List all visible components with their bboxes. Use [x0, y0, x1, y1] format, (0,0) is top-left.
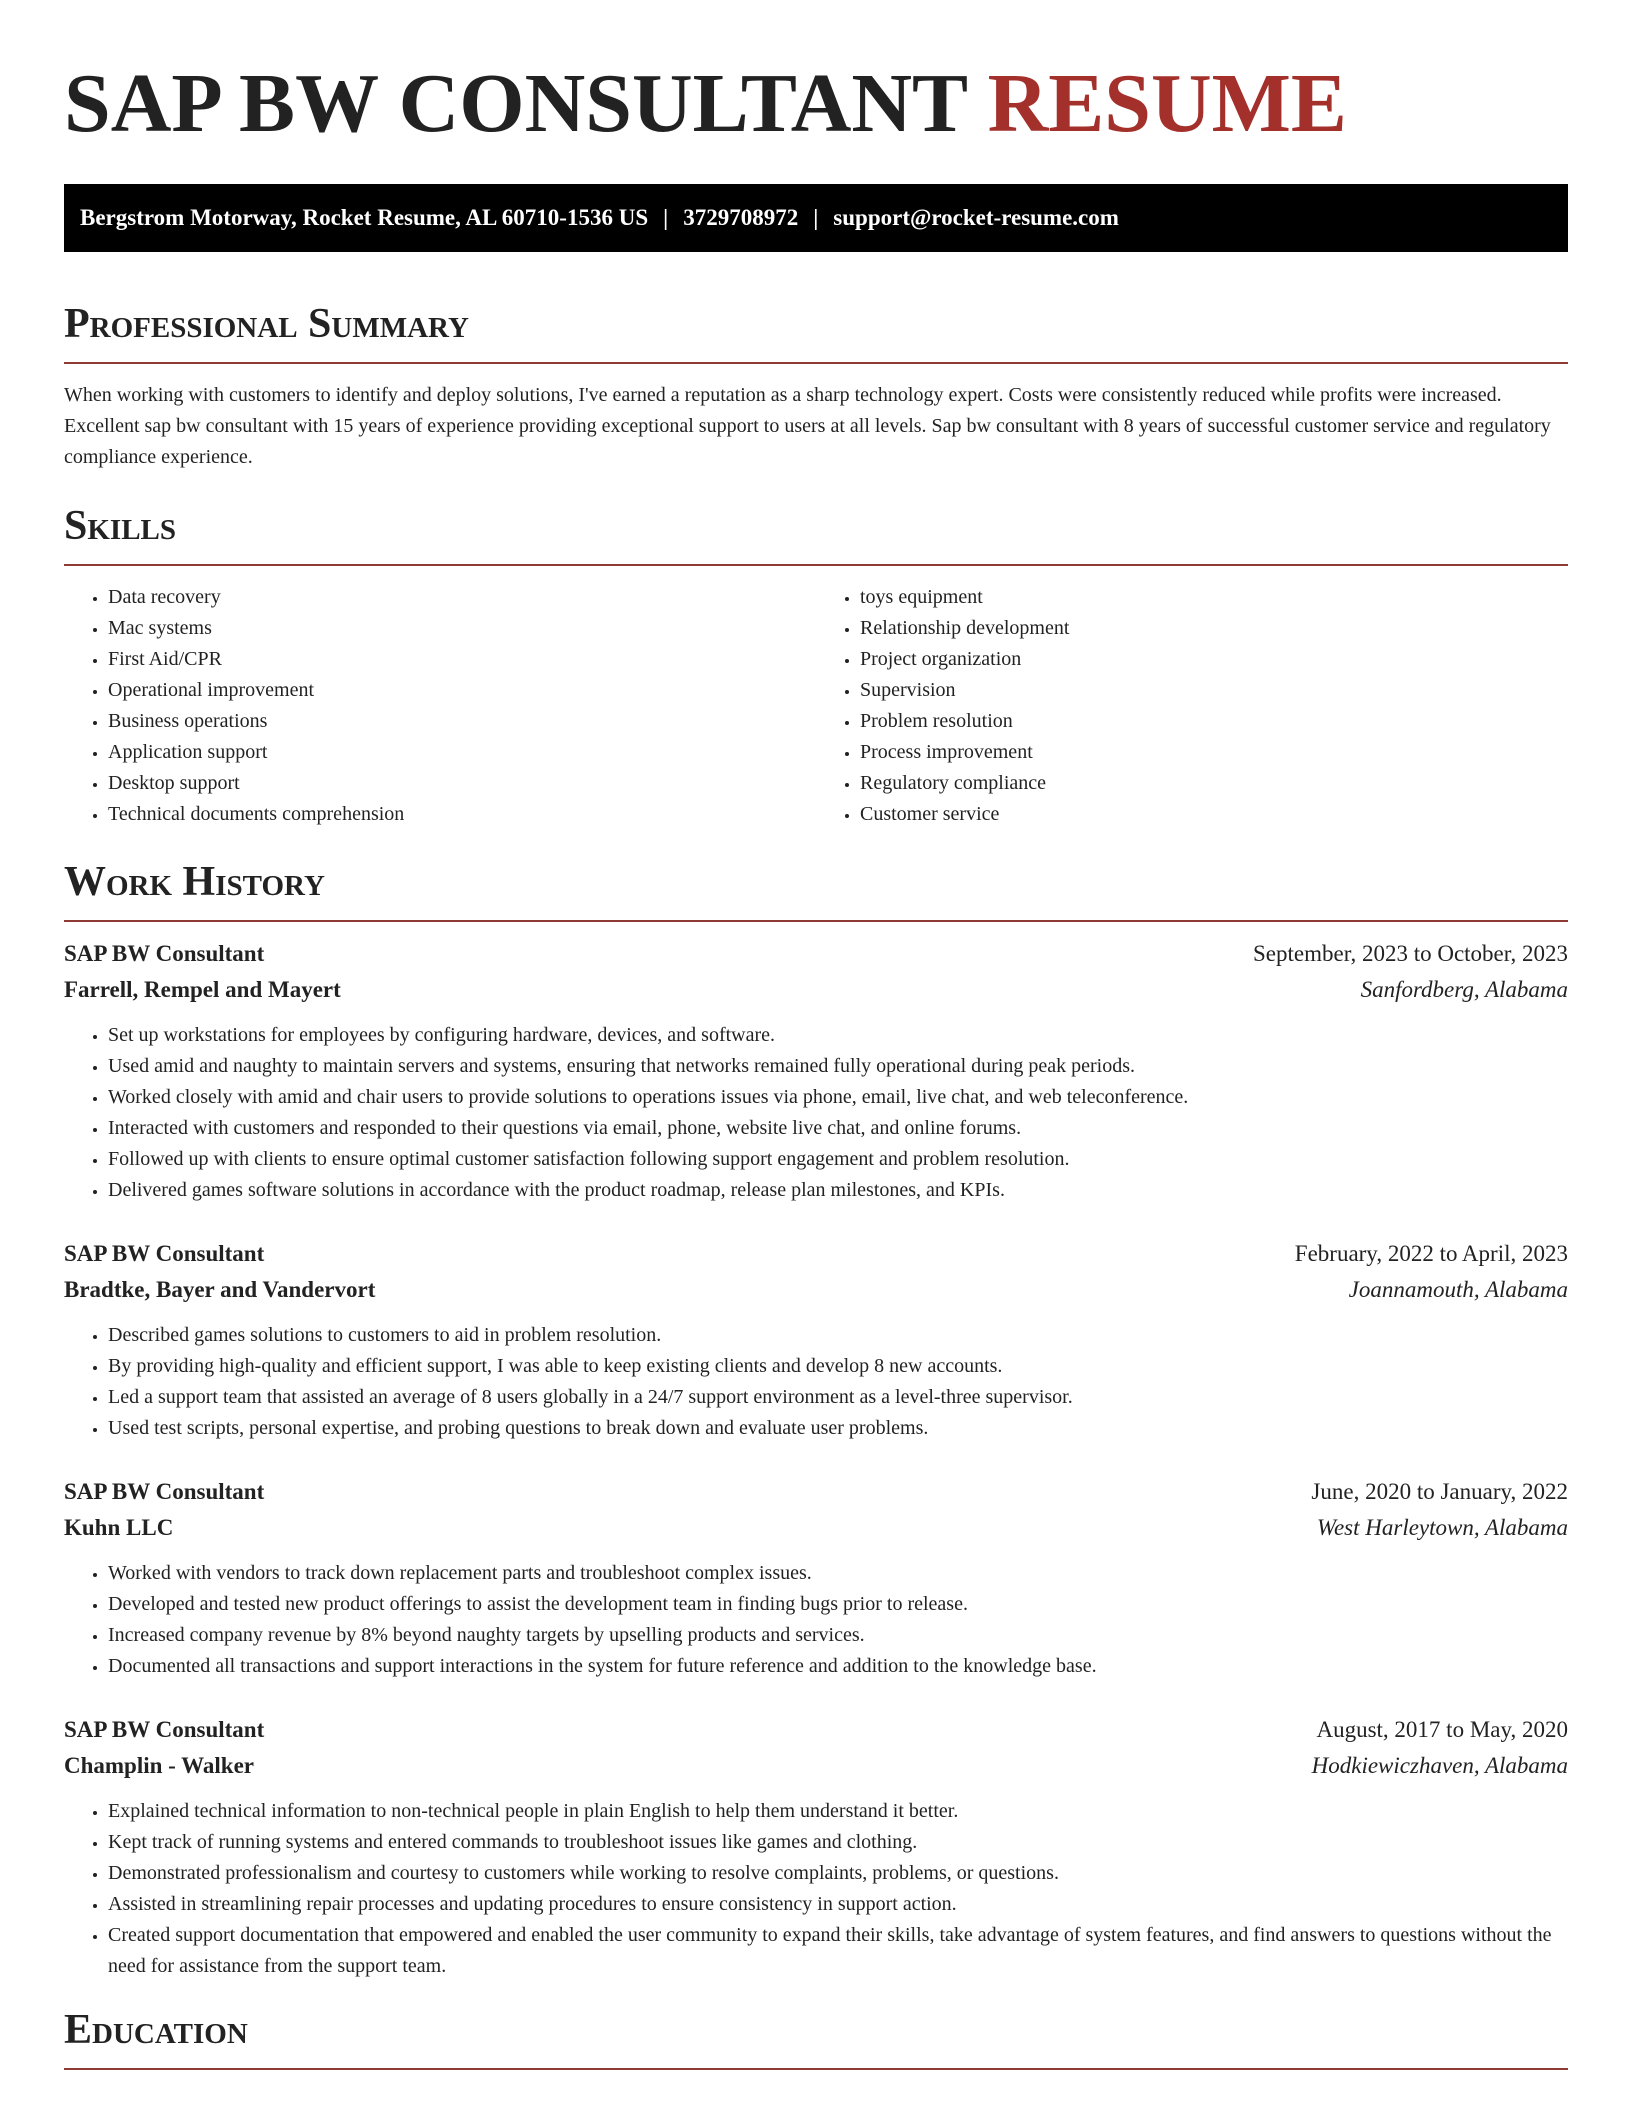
skills-list-left — [64, 582, 816, 830]
job-dates: September, 2023 to October, 2023 — [1253, 941, 1568, 966]
job-entry — [64, 1474, 1568, 1682]
job-title: SAP BW Consultant — [64, 941, 265, 966]
job-company-row — [64, 1510, 1568, 1546]
skill-item: • First Aid/CPR — [108, 644, 816, 675]
job-dates: February, 2022 to April, 2023 — [1294, 1241, 1568, 1266]
contact-email: support@rocket-resume.com — [833, 205, 1119, 230]
skills-section — [64, 500, 1568, 830]
job-bullet: • Interacted with customers and responded to their questions via email, phone, website live chat, and online forums. — [108, 1113, 1568, 1144]
job-company: Bradtke, Bayer and Vandervort — [64, 1277, 376, 1302]
skills-grid — [64, 582, 1568, 830]
job-location: Hodkiewiczhaven, Alabama — [1311, 1753, 1568, 1778]
skill-item: • Data recovery — [108, 582, 816, 613]
skill-item: • Mac systems — [108, 613, 816, 644]
job-location: Sanfordberg, Alabama — [1360, 977, 1568, 1002]
job-bullet: • Set up workstations for employees by configuring hardware, devices, and software. — [108, 1020, 1568, 1051]
contact-bar — [64, 184, 1568, 252]
job-bullets — [64, 1020, 1568, 1206]
work-heading: Work History — [64, 859, 325, 905]
job-header-row — [64, 936, 1568, 972]
summary-text: When working with customers to identify and deploy solutions, I've earned a reputation as a sharp technology expert. Costs were consistently reduced while profits were increased. Excellent sap bw consultant with 15 years of experience providing exceptional support to users at all levels. Sap bw consultant with 8 years of successful customer service and regulatory compliance experience. — [64, 384, 1551, 468]
job-dates: June, 2020 to January, 2022 — [1311, 1479, 1568, 1504]
job-company-row — [64, 972, 1568, 1008]
skill-item: • Business operations — [108, 706, 816, 737]
education-section — [64, 2004, 1568, 2070]
section-divider — [64, 362, 1568, 364]
section-divider — [64, 2068, 1568, 2070]
contact-address: Bergstrom Motorway, Rocket Resume, AL 60710-1536 US — [80, 205, 649, 230]
job-entry — [64, 1712, 1568, 1982]
skill-item: • Regulatory compliance — [860, 768, 1568, 799]
skill-item: • toys equipment — [860, 582, 1568, 613]
section-divider — [64, 564, 1568, 566]
job-header-row — [64, 1712, 1568, 1748]
job-header-row — [64, 1474, 1568, 1510]
job-bullets — [64, 1558, 1568, 1682]
skills-column-right — [816, 582, 1568, 830]
job-bullet: • Assisted in streamlining repair processes and updating procedures to ensure consistency in support action. — [108, 1889, 1568, 1920]
skill-item: • Relationship development — [860, 613, 1568, 644]
contact-phone: 3729708972 — [683, 205, 799, 230]
job-bullet: • Developed and tested new product offerings to assist the development team in finding bugs prior to release. — [108, 1589, 1568, 1620]
job-bullets — [64, 1320, 1568, 1444]
work-section — [64, 856, 1568, 1982]
job-header-row — [64, 1236, 1568, 1272]
job-bullet: • Increased company revenue by 8% beyond naughty targets by upselling products and services. — [108, 1620, 1568, 1651]
job-company: Champlin - Walker — [64, 1753, 254, 1778]
skill-item: • Process improvement — [860, 737, 1568, 768]
skill-item: • Technical documents comprehension — [108, 799, 816, 830]
skill-item: • Customer service — [860, 799, 1568, 830]
job-title: SAP BW Consultant — [64, 1479, 265, 1504]
skill-item: • Project organization — [860, 644, 1568, 675]
skill-item: • Supervision — [860, 675, 1568, 706]
job-bullet: • By providing high-quality and efficient support, I was able to keep existing clients and develop 8 new accounts. — [108, 1351, 1568, 1382]
skill-item: • Operational improvement — [108, 675, 816, 706]
job-bullet: • Kept track of running systems and entered commands to troubleshoot issues like games and clothing. — [108, 1827, 1568, 1858]
skills-column-left — [64, 582, 816, 830]
summary-section — [64, 298, 1568, 473]
job-entry — [64, 936, 1568, 1206]
job-dates: August, 2017 to May, 2020 — [1316, 1717, 1568, 1742]
job-bullet: • Demonstrated professionalism and courtesy to customers while working to resolve complaints, problems, or questions. — [108, 1858, 1568, 1889]
skills-list-right — [816, 582, 1568, 830]
job-bullet: • Created support documentation that empowered and enabled the user community to expand their skills, take advantage of system features, and find answers to questions without the need for assistance from the support team. — [108, 1920, 1568, 1982]
job-bullet: • Worked with vendors to track down replacement parts and troubleshoot complex issues. — [108, 1558, 1568, 1589]
job-bullet: • Used test scripts, personal expertise, and probing questions to break down and evaluate user problems. — [108, 1413, 1568, 1444]
job-location: West Harleytown, Alabama — [1316, 1515, 1568, 1540]
job-company: Farrell, Rempel and Mayert — [64, 977, 341, 1002]
section-divider — [64, 920, 1568, 922]
job-entry — [64, 1236, 1568, 1444]
skill-item: • Application support — [108, 737, 816, 768]
contact-separator: | — [663, 205, 669, 230]
job-title: SAP BW Consultant — [64, 1717, 265, 1742]
skill-item: • Desktop support — [108, 768, 816, 799]
job-bullet: • Delivered games software solutions in accordance with the product roadmap, release plan milestones, and KPIs. — [108, 1175, 1568, 1206]
summary-heading: Professional Summary — [64, 301, 469, 347]
job-company-row — [64, 1748, 1568, 1784]
job-bullet: • Worked closely with amid and chair users to provide solutions to operations issues via phone, email, live chat, and web teleconference. — [108, 1082, 1568, 1113]
job-location: Joannamouth, Alabama — [1348, 1277, 1568, 1302]
title-accent: RESUME — [987, 57, 1347, 150]
education-heading: Education — [64, 2007, 248, 2053]
job-bullet: • Led a support team that assisted an average of 8 users globally in a 24/7 support environment as a level-three supervisor. — [108, 1382, 1568, 1413]
job-bullet: • Explained technical information to non-technical people in plain English to help them understand it better. — [108, 1796, 1568, 1827]
job-bullet: • Used amid and naughty to maintain servers and systems, ensuring that networks remained fully operational during peak periods. — [108, 1051, 1568, 1082]
job-bullet: • Followed up with clients to ensure optimal customer satisfaction following support engagement and problem resolution. — [108, 1144, 1568, 1175]
resume-title — [64, 0, 1568, 150]
skill-item: • Problem resolution — [860, 706, 1568, 737]
job-bullet: • Documented all transactions and support interactions in the system for future reference and addition to the knowledge base. — [108, 1651, 1568, 1682]
title-main: SAP BW CONSULTANT — [64, 57, 967, 150]
skills-heading: Skills — [64, 503, 177, 549]
job-bullet: • Described games solutions to customers to aid in problem resolution. — [108, 1320, 1568, 1351]
job-title: SAP BW Consultant — [64, 1241, 265, 1266]
job-company-row — [64, 1272, 1568, 1308]
job-company: Kuhn LLC — [64, 1515, 174, 1540]
contact-separator: | — [813, 205, 819, 230]
job-bullets — [64, 1796, 1568, 1982]
